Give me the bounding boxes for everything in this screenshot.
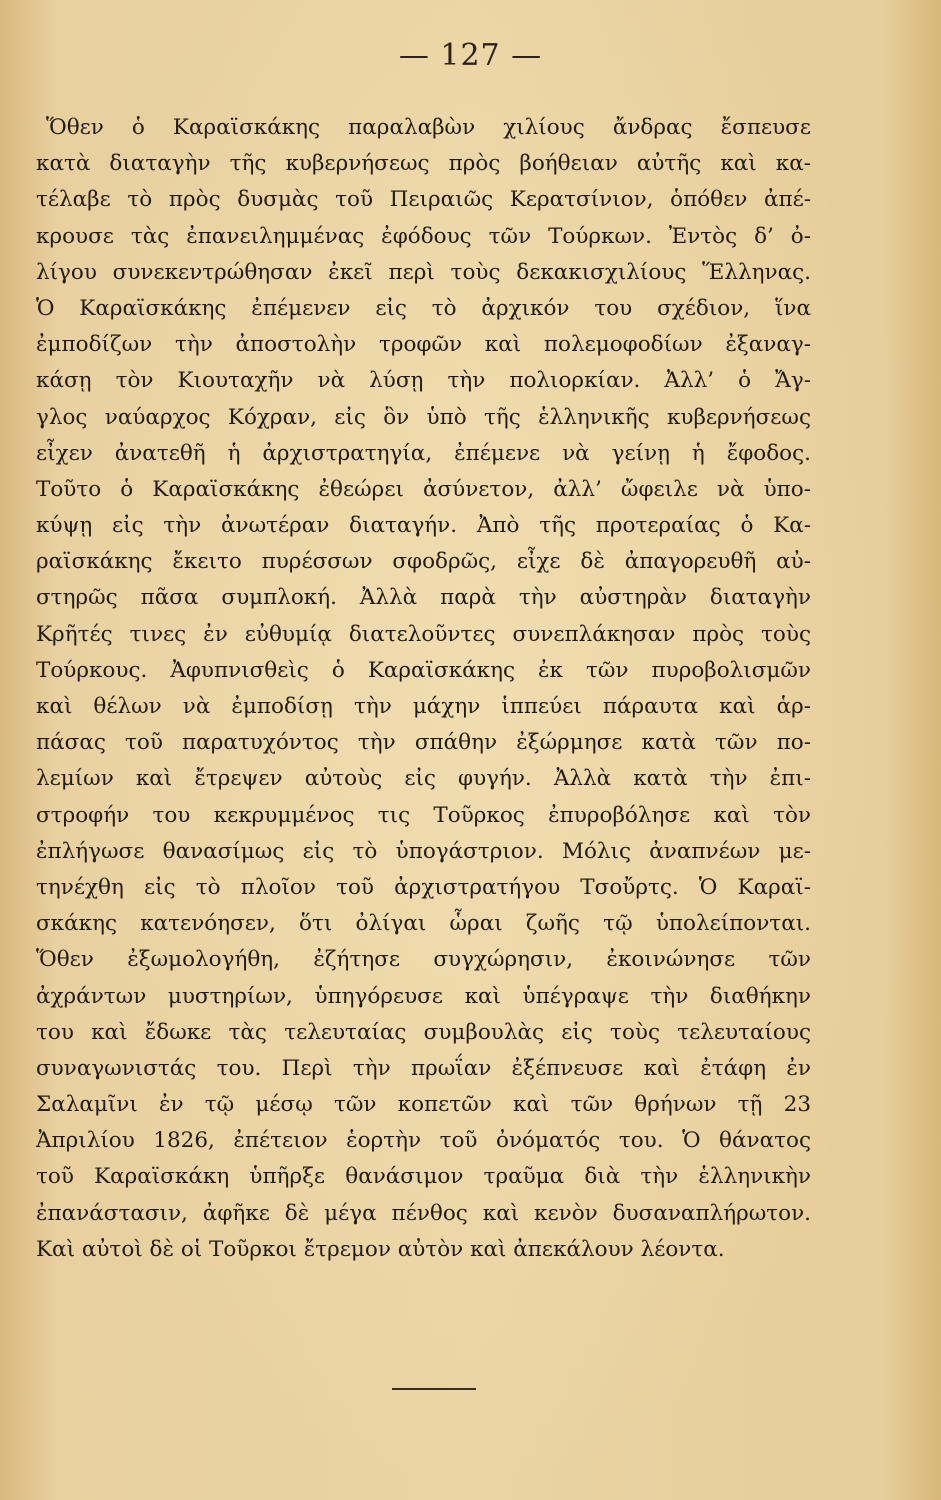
text-line: κύψῃ εἰς τὴν ἀνωτέραν διαταγήν. Ἀπὸ τῆς προτεραίας ὁ Κα-: [36, 513, 811, 539]
text-line: ραϊσκάκης ἔκειτο πυρέσσων σφοδρῶς, εἶχε δὲ ἀπαγορευθῆ αὐ-: [36, 549, 811, 575]
text-line: τέλαβε τὸ πρὸς δυσμὰς τοῦ Πειραιῶς Κερατσίνιον, ὁπόθεν ἀπέ-: [36, 187, 811, 213]
text-line: Κρῆτές τινες ἐν εὐθυμίᾳ διατελοῦντες συνεπλάκησαν πρὸς τοὺς: [36, 621, 811, 647]
text-line: τοῦ Καραϊσκάκη ὑπῆρξε θανάσιμον τραῦμα διὰ τὴν ἑλληνικὴν: [36, 1164, 811, 1190]
text-line: Σαλαμῖνι ἐν τῷ μέσῳ τῶν κοπετῶν καὶ τῶν θρήνων τῇ 23: [36, 1092, 811, 1118]
text-line: γλος ναύαρχος Κόχραν, εἰς ὃν ὑπὸ τῆς ἑλληνικῆς κυβερνήσεως: [36, 404, 811, 430]
text-line: Τούρκους. Ἀφυπνισθεὶς ὁ Καραϊσκάκης ἐκ τῶν πυροβολισμῶν: [36, 657, 811, 683]
body-text: [36, 110, 811, 1268]
text-line: συναγωνιστάς του. Περὶ τὴν πρωΐαν ἐξέπνευσε καὶ ἐτάφη ἐν: [36, 1055, 811, 1081]
text-line: κάσῃ τὸν Κιουταχῆν νὰ λύσῃ τὴν πολιορκίαν. Ἀλλ’ ὁ Ἄγ-: [36, 368, 811, 394]
text-line: εἶχεν ἀνατεθῆ ἡ ἀρχιστρατηγία, ἐπέμενε νὰ γείνῃ ἡ ἔφοδος.: [36, 440, 811, 466]
text-line: στροφήν του κεκρυμμένος τις Τοῦρκος ἐπυροβόλησε καὶ τὸν: [36, 802, 811, 828]
text-line: του καὶ ἔδωκε τὰς τελευταίας συμβουλὰς εἰς τοὺς τελευταίους: [36, 1019, 811, 1045]
text-line: Τοῦτο ὁ Καραϊσκάκης ἐθεώρει ἀσύνετον, ἀλλ’ ὤφειλε νὰ ὑπο-: [36, 476, 811, 502]
text-line: ἀχράντων μυστηρίων, ὑπηγόρευσε καὶ ὑπέγραψε τὴν διαθήκην: [36, 983, 811, 1009]
text-line: ἐπανάστασιν, ἀφῆκε δὲ μέγα πένθος καὶ κενὸν δυσαναπλήρωτον.: [36, 1200, 811, 1226]
text-line: κρουσε τὰς ἐπανειλημμένας ἐφόδους τῶν Τούρκων. Ἐντὸς δ’ ὀ-: [36, 223, 811, 249]
text-line: Ὁ Καραϊσκάκης ἐπέμενεν εἰς τὸ ἀρχικόν του σχέδιον, ἵνα: [36, 295, 811, 321]
text-line: Ὅθεν ὁ Καραϊσκάκης παραλαβὼν χιλίους ἄνδρας ἔσπευσε: [46, 115, 811, 140]
text-line: λεμίων καὶ ἔτρεψεν αὐτοὺς εἰς φυγήν. Ἀλλὰ κατὰ τὴν ἐπι-: [36, 766, 811, 792]
text-line: πάσας τοῦ παρατυχόντος τὴν σπάθην ἐξώρμησε κατὰ τῶν πο-: [36, 730, 811, 756]
text-line: Ὅθεν ἐξωμολογήθη, ἐζήτησε συγχώρησιν, ἐκοινώνησε τῶν: [36, 947, 811, 973]
page-number: — 127 —: [398, 38, 543, 73]
text-line: Καὶ αὐτοὶ δὲ οἱ Τοῦρκοι ἔτρεμον αὐτὸν καὶ ἀπεκάλουν λέοντα.: [36, 1236, 725, 1262]
text-line: τηνέχθη εἰς τὸ πλοῖον τοῦ ἀρχιστρατήγου Τσοὔρτς. Ὁ Καραϊ-: [36, 874, 811, 900]
section-divider: [392, 1388, 476, 1390]
text-line: στηρῶς πᾶσα συμπλοκή. Ἀλλὰ παρὰ τὴν αὐστηρὰν διαταγὴν: [36, 585, 811, 611]
text-line: λίγου συνεκεντρώθησαν ἐκεῖ περὶ τοὺς δεκακισχιλίους Ἕλληνας.: [36, 259, 811, 285]
text-line: Ἀπριλίου 1826, ἐπέτειον ἑορτὴν τοῦ ὀνόματός του. Ὁ θάνατος: [36, 1128, 811, 1154]
text-line: σκάκης κατενόησεν, ὅτι ὀλίγαι ὧραι ζωῆς τῷ ὑπολείπονται.: [36, 911, 811, 937]
text-line: κατὰ διαταγὴν τῆς κυβερνήσεως πρὸς βοήθειαν αὐτῆς καὶ κα-: [36, 151, 811, 177]
text-line: ἐπλήγωσε θανασίμως εἰς τὸ ὑπογάστριον. Μόλις ἀναπνέων με-: [36, 838, 811, 864]
text-line: ἐμποδίζων τὴν ἀποστολὴν τροφῶν καὶ πολεμοφοδίων ἐξαναγ-: [36, 332, 811, 358]
text-line: καὶ θέλων νὰ ἐμποδίσῃ τὴν μάχην ἱππεύει πάραυτα καὶ ἁρ-: [36, 694, 811, 719]
